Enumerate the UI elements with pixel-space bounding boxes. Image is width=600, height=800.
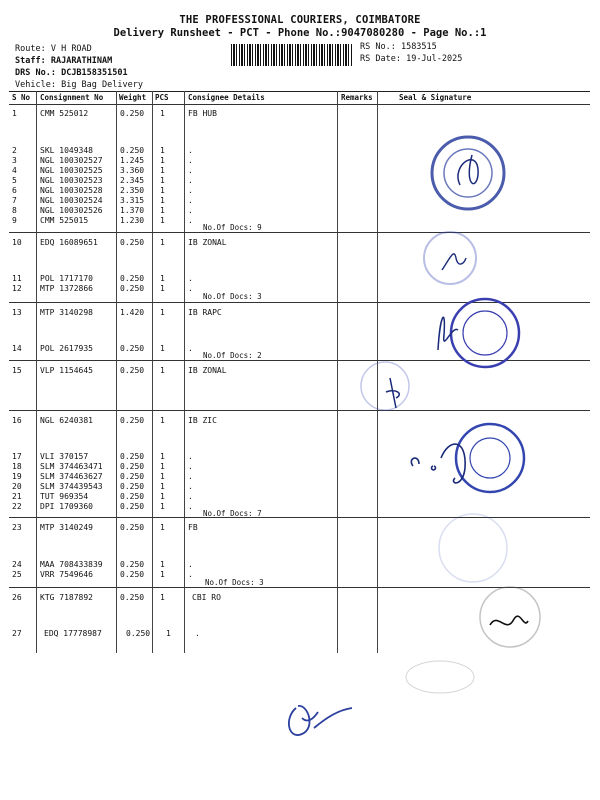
- row-2-weight: 0.250: [120, 146, 145, 155]
- row-25-consignment: VRR 7549646: [40, 570, 93, 579]
- faint-stamp-imprint: [400, 655, 480, 700]
- row-2-consignment: SKL 1049348: [40, 146, 93, 155]
- row-5-consignment: NGL 100302523: [40, 176, 103, 185]
- row-4-consignee: .: [188, 166, 193, 175]
- row-9-consignee: .: [188, 216, 193, 225]
- row-6-pcs: 1: [160, 186, 165, 195]
- row-7-pcs: 1: [160, 196, 165, 205]
- route-line: [15, 44, 92, 54]
- row-27-consignment: EDQ 17778987: [44, 629, 102, 638]
- row-15-consignee: IB ZONAL: [188, 366, 227, 375]
- indian-bank-rapc-stamp: [430, 295, 530, 375]
- row-14-pcs: 1: [160, 344, 165, 353]
- row-13-consignment: MTP 3140298: [40, 308, 93, 317]
- row-10-pcs: 1: [160, 238, 165, 247]
- company-name: THE PROFESSIONAL COURIERS, COIMBATORE: [179, 14, 421, 26]
- group-separator: [9, 410, 590, 411]
- drs-value: DCJB158351501: [61, 68, 128, 78]
- row-27-consignee: .: [195, 629, 200, 638]
- row-10-weight: 0.250: [120, 238, 145, 247]
- row-6-sno: 6: [12, 186, 17, 195]
- row-9-pcs: 1: [160, 216, 165, 225]
- row-1-weight: 0.250: [120, 109, 145, 118]
- row-23-weight: 0.250: [120, 523, 145, 532]
- docs-count-group-2: No.Of Docs: 3: [203, 292, 262, 301]
- runsheet-title: Delivery Runsheet - PCT - Phone No.:9047080280 - Page No.:1: [113, 27, 487, 39]
- column-divider: [116, 91, 117, 653]
- row-21-weight: 0.250: [120, 492, 145, 501]
- rs-date-line: [360, 54, 462, 64]
- row-19-sno: 19: [12, 472, 22, 481]
- row-11-weight: 0.250: [120, 274, 145, 283]
- row-3-sno: 3: [12, 156, 17, 165]
- row-3-consignee: .: [188, 156, 193, 165]
- row-8-pcs: 1: [160, 206, 165, 215]
- row-12-weight: 0.250: [120, 284, 145, 293]
- row-17-consignment: VLI 370157: [40, 452, 89, 461]
- row-1-sno: 1: [12, 109, 17, 118]
- row-22-consignee: .: [188, 502, 193, 511]
- row-22-consignment: DPI 1709360: [40, 502, 93, 511]
- row-12-pcs: 1: [160, 284, 165, 293]
- staff-line: [15, 56, 112, 66]
- col-header-consignee: Consignee Details: [188, 93, 265, 102]
- row-8-consignee: .: [188, 206, 193, 215]
- row-15-sno: 15: [12, 366, 22, 375]
- row-8-sno: 8: [12, 206, 17, 215]
- rs-no-label: RS No.:: [360, 42, 396, 52]
- group-separator: [9, 232, 590, 233]
- row-26-consignment: KTG 7187892: [40, 593, 93, 602]
- col-header-sno: S No: [12, 93, 31, 102]
- rs-no-value: 1583515: [400, 42, 437, 52]
- row-17-weight: 0.250: [120, 452, 145, 461]
- drs-label: DRS No.:: [15, 68, 56, 78]
- row-9-sno: 9: [12, 216, 17, 225]
- row-14-consignment: POL 2617935: [40, 344, 93, 353]
- row-1-pcs: 1: [160, 109, 165, 118]
- row-1-consignee: FB HUB: [188, 109, 217, 118]
- docs-count-group-3: No.Of Docs: 2: [203, 351, 262, 360]
- staff-value: RAJARATHINAM: [50, 56, 113, 66]
- row-24-weight: 0.250: [120, 560, 145, 569]
- row-9-weight: 1.230: [120, 216, 145, 225]
- row-22-pcs: 1: [160, 502, 165, 511]
- row-4-weight: 3.360: [120, 166, 145, 175]
- row-13-sno: 13: [12, 308, 22, 317]
- row-5-consignee: .: [188, 176, 193, 185]
- row-2-pcs: 1: [160, 146, 165, 155]
- barcode: [231, 44, 353, 66]
- row-20-consignee: .: [188, 482, 193, 491]
- row-21-sno: 21: [12, 492, 22, 501]
- rs-date-value: 19-Jul-2025: [406, 54, 463, 64]
- row-19-consignment: SLM 374463627: [40, 472, 103, 481]
- row-25-consignee: .: [188, 570, 193, 579]
- row-3-consignment: NGL 100302527: [40, 156, 103, 165]
- row-24-consignment: MAA 708433839: [40, 560, 103, 569]
- col-header-seal: Seal & Signature: [399, 93, 472, 102]
- row-5-weight: 2.345: [120, 176, 145, 185]
- row-8-consignment: NGL 100302526: [40, 206, 103, 215]
- row-5-pcs: 1: [160, 176, 165, 185]
- row-2-consignee: .: [188, 146, 193, 155]
- row-11-pcs: 1: [160, 274, 165, 283]
- row-23-pcs: 1: [160, 523, 165, 532]
- row-20-weight: 0.250: [120, 482, 145, 491]
- row-7-consignment: NGL 100302524: [40, 196, 103, 205]
- row-7-weight: 3.315: [120, 196, 145, 205]
- row-23-consignment: MTP 3140249: [40, 523, 93, 532]
- row-24-sno: 24: [12, 560, 22, 569]
- rs-date-label: RS Date:: [360, 54, 401, 64]
- route-label: Route:: [15, 44, 46, 54]
- row-13-consignee: IB RAPC: [188, 308, 222, 317]
- row-22-sno: 22: [12, 502, 22, 511]
- row-12-consignee: .: [188, 284, 193, 293]
- row-26-weight: 0.250: [120, 593, 145, 602]
- row-1-consignment: CMM 525012: [40, 109, 89, 118]
- row-7-sno: 7: [12, 196, 17, 205]
- row-24-consignee: .: [188, 560, 193, 569]
- row-11-sno: 11: [12, 274, 22, 283]
- row-15-weight: 0.250: [120, 366, 145, 375]
- row-18-pcs: 1: [160, 462, 165, 471]
- col-header-remarks: Remarks: [341, 93, 373, 102]
- docs-count-group-5: No.Of Docs: 7: [203, 509, 262, 518]
- row-6-consignment: NGL 100302528: [40, 186, 103, 195]
- row-27-weight: 0.250: [126, 629, 151, 638]
- row-12-consignment: MTP 1372866: [40, 284, 93, 293]
- row-6-consignee: .: [188, 186, 193, 195]
- docs-count-group-6: No.Of Docs: 3: [205, 578, 264, 587]
- row-26-sno: 26: [12, 593, 22, 602]
- row-22-weight: 0.250: [120, 502, 145, 511]
- staff-label: Staff:: [15, 56, 46, 66]
- row-6-weight: 2.350: [120, 186, 145, 195]
- row-25-weight: 0.250: [120, 570, 145, 579]
- row-10-consignment: EDQ 16089651: [40, 238, 98, 247]
- row-16-sno: 16: [12, 416, 22, 425]
- row-21-consignee: .: [188, 492, 193, 501]
- row-17-pcs: 1: [160, 452, 165, 461]
- column-divider: [152, 91, 153, 653]
- row-18-consignment: SLM 374463471: [40, 462, 103, 471]
- row-7-consignee: .: [188, 196, 193, 205]
- row-17-consignee: .: [188, 452, 193, 461]
- column-divider: [337, 91, 338, 653]
- row-14-weight: 0.250: [120, 344, 145, 353]
- row-2-sno: 2: [12, 146, 17, 155]
- row-27-pcs: 1: [166, 629, 171, 638]
- docs-count-group-1: No.Of Docs: 9: [203, 223, 262, 232]
- rs-no-line: [360, 42, 437, 52]
- row-4-pcs: 1: [160, 166, 165, 175]
- row-15-consignment: VLP 1154645: [40, 366, 93, 375]
- row-3-weight: 1.245: [120, 156, 145, 165]
- header-separator: [9, 104, 590, 105]
- row-18-sno: 18: [12, 462, 22, 471]
- row-20-consignment: SLM 374439543: [40, 482, 103, 491]
- row-12-sno: 12: [12, 284, 22, 293]
- row-13-weight: 1.420: [120, 308, 145, 317]
- row-19-pcs: 1: [160, 472, 165, 481]
- row-16-consignment: NGL 6240381: [40, 416, 93, 425]
- row-23-consignee: FB: [188, 523, 198, 532]
- drs-line: [15, 68, 128, 78]
- cbi-ro-stamp: [470, 585, 550, 655]
- row-18-weight: 0.250: [120, 462, 145, 471]
- row-3-pcs: 1: [160, 156, 165, 165]
- row-17-sno: 17: [12, 452, 22, 461]
- row-14-sno: 14: [12, 344, 22, 353]
- row-27-sno: 27: [12, 629, 22, 638]
- row-26-pcs: 1: [160, 593, 165, 602]
- row-16-pcs: 1: [160, 416, 165, 425]
- zonal-stamp: [420, 228, 480, 288]
- row-21-pcs: 1: [160, 492, 165, 501]
- vehicle-line: [15, 80, 143, 90]
- row-16-consignee: IB ZIC: [188, 416, 217, 425]
- row-26-consignee: CBI RO: [192, 593, 221, 602]
- column-divider: [36, 91, 37, 653]
- row-16-weight: 0.250: [120, 416, 145, 425]
- row-24-pcs: 1: [160, 560, 165, 569]
- vehicle-value: Big Bag Delivery: [61, 80, 143, 90]
- row-21-consignment: TUT 969354: [40, 492, 89, 501]
- route-value: V H ROAD: [50, 44, 92, 54]
- row-8-weight: 1.370: [120, 206, 145, 215]
- col-header-pcs: PCS: [155, 93, 169, 102]
- col-header-consignment: Consignment No: [40, 93, 104, 102]
- row-5-sno: 5: [12, 176, 17, 185]
- row-10-sno: 10: [12, 238, 22, 247]
- row-11-consignment: POL 1717170: [40, 274, 93, 283]
- row-14-consignee: .: [188, 344, 193, 353]
- bottom-signature: [278, 688, 358, 748]
- col-header-weight: Weight: [119, 93, 147, 102]
- row-23-sno: 23: [12, 523, 22, 532]
- row-11-consignee: .: [188, 274, 193, 283]
- row-10-consignee: IB ZONAL: [188, 238, 227, 247]
- row-18-consignee: .: [188, 462, 193, 471]
- row-20-sno: 20: [12, 482, 22, 491]
- vehicle-label: Vehicle:: [15, 80, 56, 90]
- row-15-pcs: 1: [160, 366, 165, 375]
- federal-bank-stamp: [420, 125, 520, 225]
- row-25-pcs: 1: [160, 570, 165, 579]
- row-4-sno: 4: [12, 166, 17, 175]
- fb-stamp: [425, 510, 515, 590]
- signature-row-15: [360, 358, 430, 418]
- row-9-consignment: CMM 525015: [40, 216, 89, 225]
- indian-bank-zic-stamp: [405, 418, 535, 508]
- row-19-consignee: .: [188, 472, 193, 481]
- row-25-sno: 25: [12, 570, 22, 579]
- row-19-weight: 0.250: [120, 472, 145, 481]
- column-divider: [184, 91, 185, 653]
- row-20-pcs: 1: [160, 482, 165, 491]
- row-4-consignment: NGL 100302525: [40, 166, 103, 175]
- row-13-pcs: 1: [160, 308, 165, 317]
